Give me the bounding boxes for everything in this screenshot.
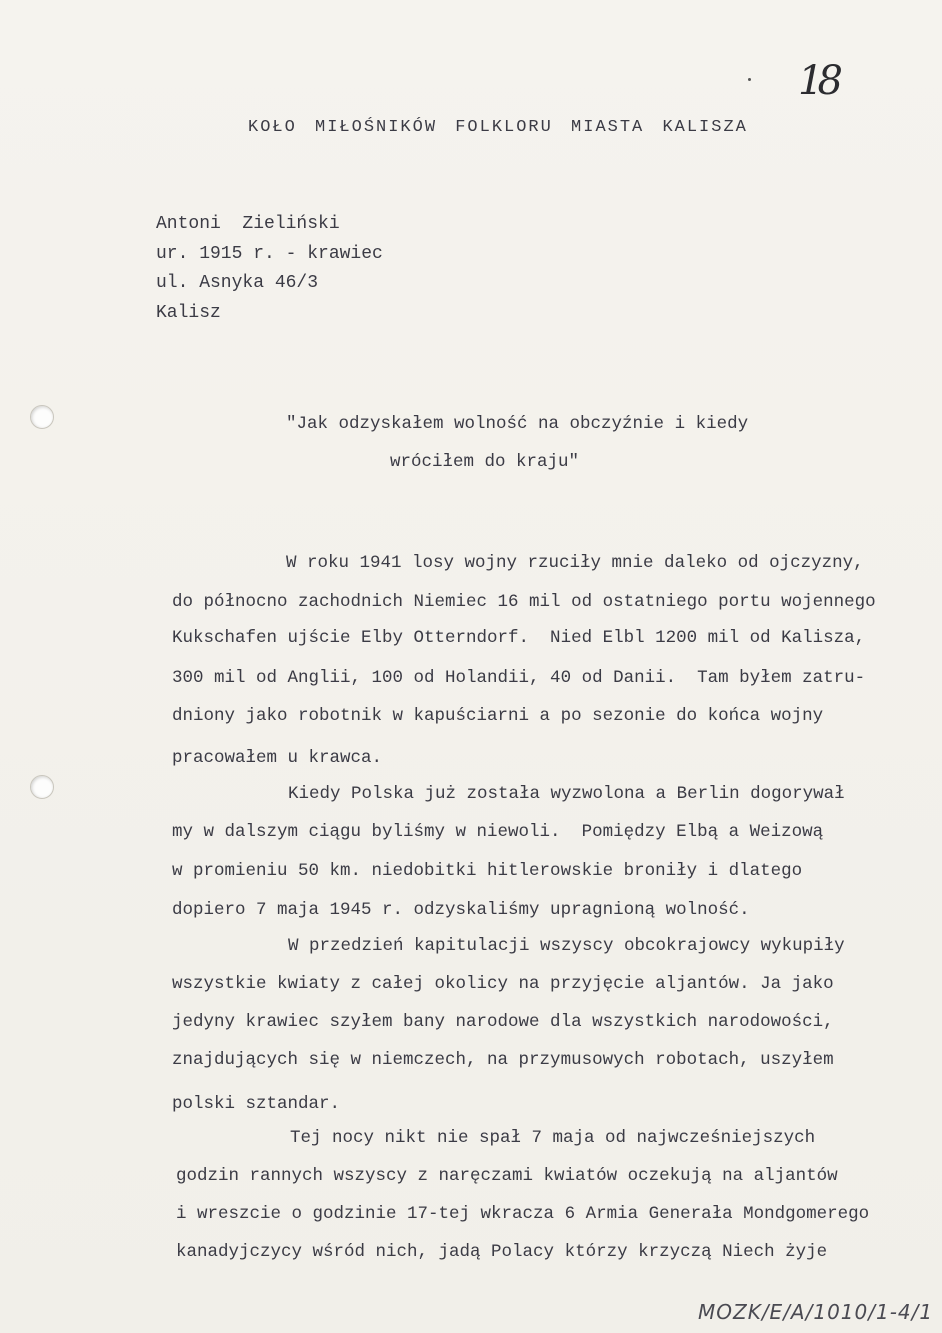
body-line: do północno zachodnich Niemiec 16 mil od ostatniego portu wojennego: [172, 592, 876, 612]
body-line: Kukschafen ujście Elby Otterndorf. Nied Elbl 1200 mil od Kalisza,: [172, 628, 866, 648]
author-name: Antoni Zieliński: [156, 214, 340, 234]
body-line: polski sztandar.: [172, 1094, 341, 1114]
body-line: kanadyjczycy wśród nich, jadą Polacy którzy krzyczą Niech żyje: [176, 1242, 828, 1262]
body-line: godzin rannych wszyscy z naręczami kwiatów oczekują na aljantów: [176, 1166, 838, 1186]
author-block: [156, 210, 383, 328]
body-line: wszystkie kwiaty z całej okolicy na przyjęcie aljantów. Ja jako: [172, 974, 834, 994]
author-city: Kalisz: [156, 302, 221, 323]
punch-hole: [30, 775, 54, 799]
punch-hole: [30, 405, 54, 429]
author-address: ul. Asnyka 46/3: [156, 273, 319, 293]
title-line: "Jak odzyskałem wolność na obczyźnie i kiedy: [286, 414, 749, 434]
body-line: 300 mil od Anglii, 100 od Holandii, 40 od Danii. Tam byłem zatru-: [172, 668, 866, 688]
body-line: w promieniu 50 km. niedobitki hitlerowskie broniły i dlatego: [172, 861, 803, 881]
author-born: ur. 1915 r. - krawiec: [156, 243, 383, 264]
page-number: 18: [798, 58, 837, 104]
body-line: dniony jako robotnik w kapuściarni a po sezonie do końca wojny: [172, 706, 824, 726]
body-line: znajdujących się w niemczech, na przymusowych robotach, uszyłem: [172, 1050, 834, 1070]
body-line: jedyny krawiec szyłem bany narodowe dla wszystkich narodowości,: [172, 1012, 834, 1032]
body-line: W roku 1941 losy wojny rzuciły mnie daleko od ojczyzny,: [286, 553, 864, 573]
body-line: Kiedy Polska już została wyzwolona a Berlin dogorywał: [288, 784, 845, 804]
body-line: W przedzień kapitulacji wszyscy obcokrajowcy wykupiły: [288, 936, 845, 956]
document-heading: KOŁO MIŁOŚNIKÓW FOLKLORU MIASTA KALISZA: [248, 118, 748, 137]
title-line: wróciłem do kraju": [390, 452, 580, 472]
body-line: dopiero 7 maja 1945 r. odzyskaliśmy upragnioną wolność.: [172, 900, 750, 920]
body-line: my w dalszym ciągu byliśmy w niewoli. Pomiędzy Elbą a Weizową: [172, 822, 824, 842]
archive-signature: MOZK/E/A/1010/1-4/1: [698, 1300, 934, 1324]
body-line: Tej nocy nikt nie spał 7 maja od najwcześniejszych: [290, 1128, 816, 1148]
body-line: pracowałem u krawca.: [172, 748, 383, 768]
ink-dot: [748, 78, 751, 81]
body-line: i wreszcie o godzinie 17-tej wkracza 6 Armia Generała Mondgomerego: [176, 1204, 870, 1224]
